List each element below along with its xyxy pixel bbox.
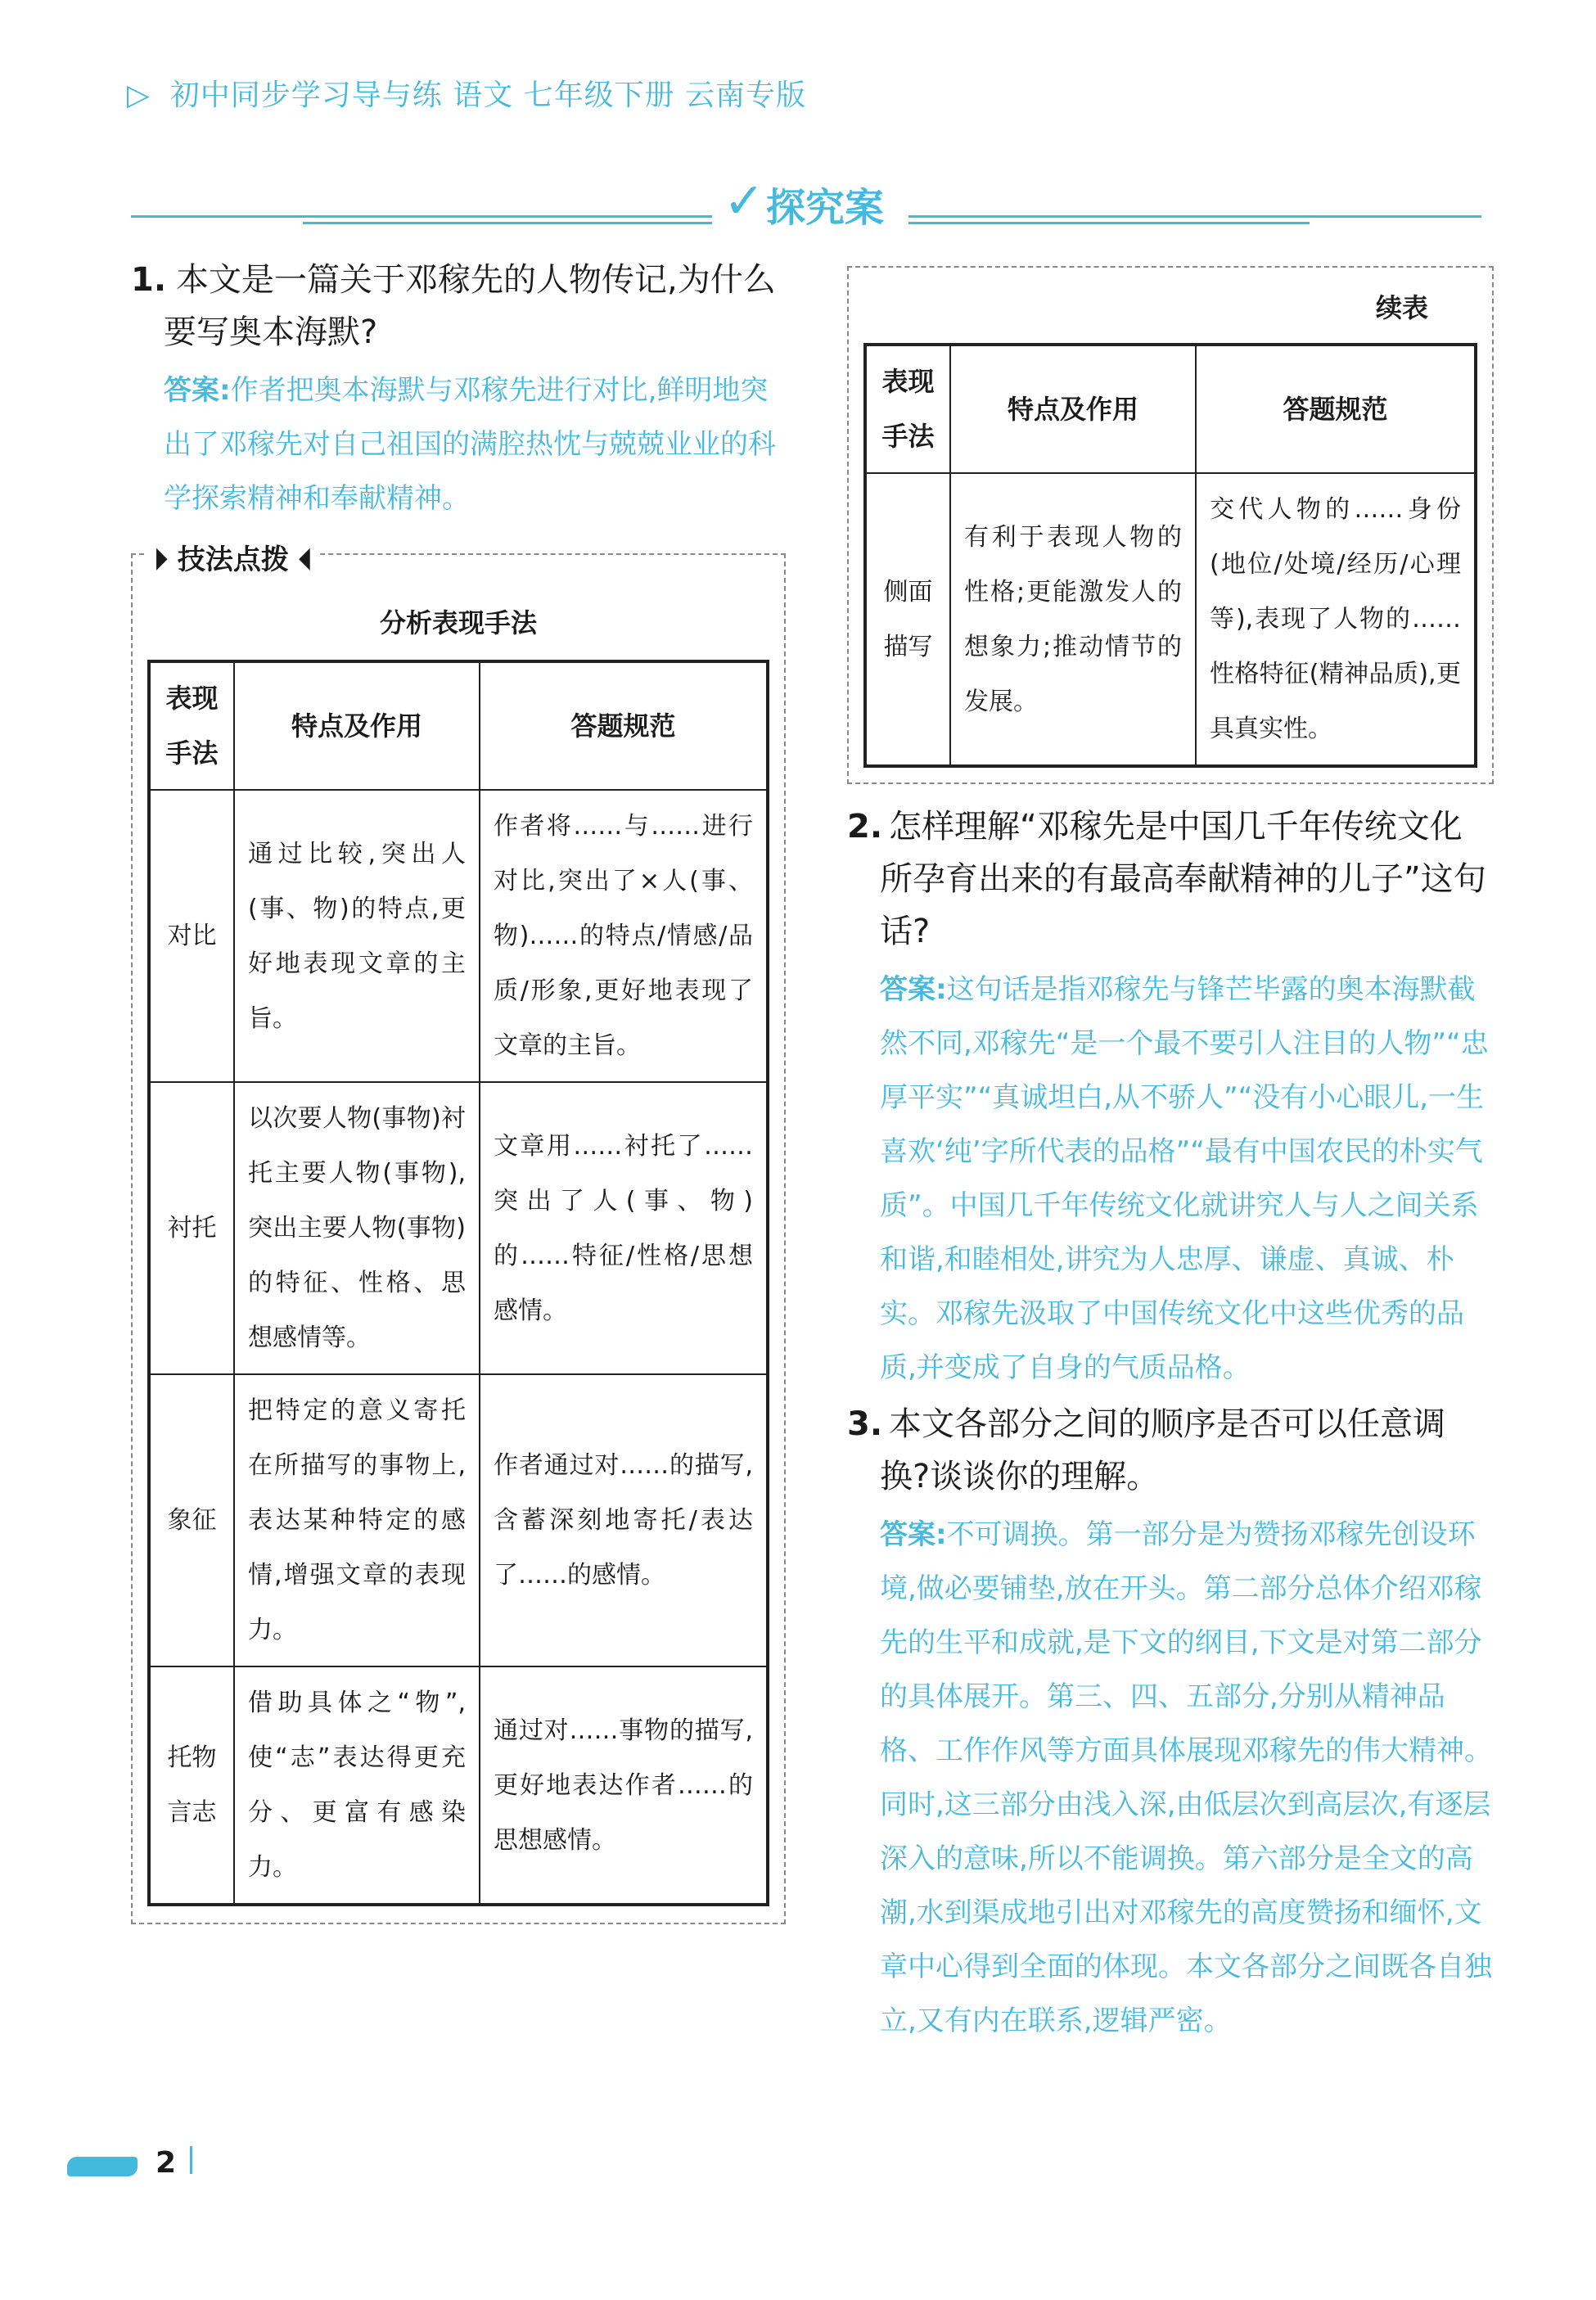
right-column: [847, 266, 1494, 2048]
feature-cell: 借助具体之“物”,使“志”表达得更充分、更富有感染力。: [234, 1666, 480, 1905]
answer-label: 答案:: [880, 1518, 947, 1551]
tip-open-icon: ⏵: [154, 543, 168, 576]
feature-cell: 把特定的意义寄托在所描写的事物上,表达某种特定的感情,增强文章的表现力。: [234, 1374, 480, 1666]
header-norm: 答题规范: [480, 661, 768, 790]
answer-1-text: 作者把奥本海默与邓稼先进行对比,鲜明地突出了邓稼先对自己祖国的满腔热忱与兢兢业业的科学探索精神和奉献精神。: [164, 374, 776, 515]
header-method: 表现手法: [865, 345, 950, 473]
checkmark-icon: ✓: [724, 173, 765, 230]
question-number: 3.: [847, 1405, 883, 1443]
continued-table-box: [847, 266, 1494, 784]
table-header-row: [149, 661, 768, 790]
question-number: 2.: [847, 808, 883, 846]
method-cell: 衬托: [149, 1082, 234, 1374]
norm-cell: 通过对……事物的描写,更好地表达作者……的思想感情。: [480, 1666, 768, 1905]
header-feature: 特点及作用: [950, 345, 1196, 473]
answer-2: [847, 963, 1494, 1395]
norm-cell: 文章用……衬托了……突出了人(事、物)的……特征/性格/思想感情。: [480, 1082, 768, 1374]
answer-2-text: 这句话是指邓稼先与锋芒毕露的奥本海默截然不同,邓稼先“是一个最不要引人注目的人物”“忠厚平实”“真诚坦白,从不骄人”“没有小心眼儿,一生喜欢‘纯’字所代表的品格”“最有中国农民的朴实气质”。中国几千年传统文化就讲究人与人之间关系和谐,和睦相处,讲究为人忠厚、谦虚、真诚、朴实。邓稼先汲取了中国传统文化中这些优秀的品质,并变成了自身的气质品格。: [880, 973, 1489, 1384]
answer-3-text: 不可调换。第一部分是为赞扬邓稼先创设环境,做必要铺垫,放在开头。第二部分总体介绍邓稼先的生平和成就,是下文的纲目,下文是对第二部分的具体展开。第三、四、五部分,分别从精神品格、工作作风等方面具体展现邓稼先的伟大精神。同时,这三部分由浅入深,由低层次到高层次,有逐层深入的意味,所以不能调换。第六部分是全文的高潮,水到渠成地引出对邓稼先的高度赞扬和缅怀,文章中心得到全面的体现。本文各部分之间既各自独立,又有内在联系,逻辑严密。: [880, 1518, 1492, 2037]
table-header-row: [865, 345, 1476, 473]
method-cell: 托物言志: [149, 1666, 234, 1905]
question-3-body: 本文各部分之间的顺序是否可以任意调换?谈谈你的理解。: [880, 1405, 1446, 1495]
answer-3: [847, 1508, 1494, 2048]
section-banner: [131, 168, 1481, 233]
page-divider: [190, 2146, 192, 2174]
play-triangle-icon: ▷: [127, 79, 151, 112]
continued-label: 续表: [1375, 292, 1428, 323]
continued-table: [863, 343, 1477, 768]
method-cell: 象征: [149, 1374, 234, 1666]
question-1-line2: 要写奥本海默?: [164, 313, 378, 351]
question-number: 1.: [131, 261, 167, 299]
tip-box: [131, 543, 786, 1924]
table-title: 分析表现手法: [379, 607, 537, 638]
feature-cell: 有利于表现人物的性格;更能激发人的想象力;推动情节的发展。: [950, 473, 1196, 766]
table-row: [149, 1374, 768, 1666]
page-number: 2: [156, 2146, 177, 2180]
question-1: [131, 254, 786, 525]
table-row: [149, 1082, 768, 1374]
feature-cell: 以次要人物(事物)衬托主要人物(事物),突出主要人物(事物)的特征、性格、思想感情等。: [234, 1082, 480, 1374]
section-title: 探究案: [766, 185, 885, 231]
question-2: [847, 800, 1494, 1395]
tip-close-icon: ⏴: [298, 543, 313, 576]
question-2-body: 怎样理解“邓稼先是中国几千年传统文化所孕育出来的有最高奉献精神的儿子”这句话?: [880, 808, 1486, 950]
tip-label: [147, 537, 319, 577]
series-header: [127, 72, 806, 114]
left-column: [131, 254, 786, 1924]
table-row: [149, 790, 768, 1082]
method-cell: 对比: [149, 790, 234, 1082]
question-3-text: [847, 1398, 1494, 1503]
question-3: [847, 1398, 1494, 2048]
feature-cell: 通过比较,突出人(事、物)的特点,更好地表现文章的主旨。: [234, 790, 480, 1082]
question-1-line1: 本文是一篇关于邓稼先的人物传记,为什么: [176, 261, 776, 299]
header-method: 表现手法: [149, 661, 234, 790]
header-norm: 答题规范: [1196, 345, 1476, 473]
norm-cell: 交代人物的……身份(地位/处境/经历/心理等),表现了人物的……性格特征(精神品质),更具真实性。: [1196, 473, 1476, 766]
table-row: [865, 473, 1476, 766]
answer-label: 答案:: [880, 973, 947, 1006]
question-1-text: [131, 254, 786, 359]
norm-cell: 作者将……与……进行对比,突出了×人(事、物)……的特点/情感/品质/形象,更好地表现了文章的主旨。: [480, 790, 768, 1082]
tip-label-text: 技法点拨: [177, 543, 289, 576]
series-title: 初中同步学习导与练 语文 七年级下册 云南专版: [169, 79, 807, 112]
table-row: [149, 1666, 768, 1905]
header-feature: 特点及作用: [234, 661, 480, 790]
methods-table: [147, 660, 769, 1906]
answer-1: [131, 363, 786, 525]
question-2-text: [847, 800, 1494, 958]
section-title-box: [712, 168, 908, 233]
method-cell: 侧面描写: [865, 473, 950, 766]
norm-cell: 作者通过对……的描写,含蓄深刻地寄托/表达了……的感情。: [480, 1374, 768, 1666]
answer-label: 答案:: [164, 374, 231, 407]
page-tab-decoration: [67, 2157, 138, 2176]
